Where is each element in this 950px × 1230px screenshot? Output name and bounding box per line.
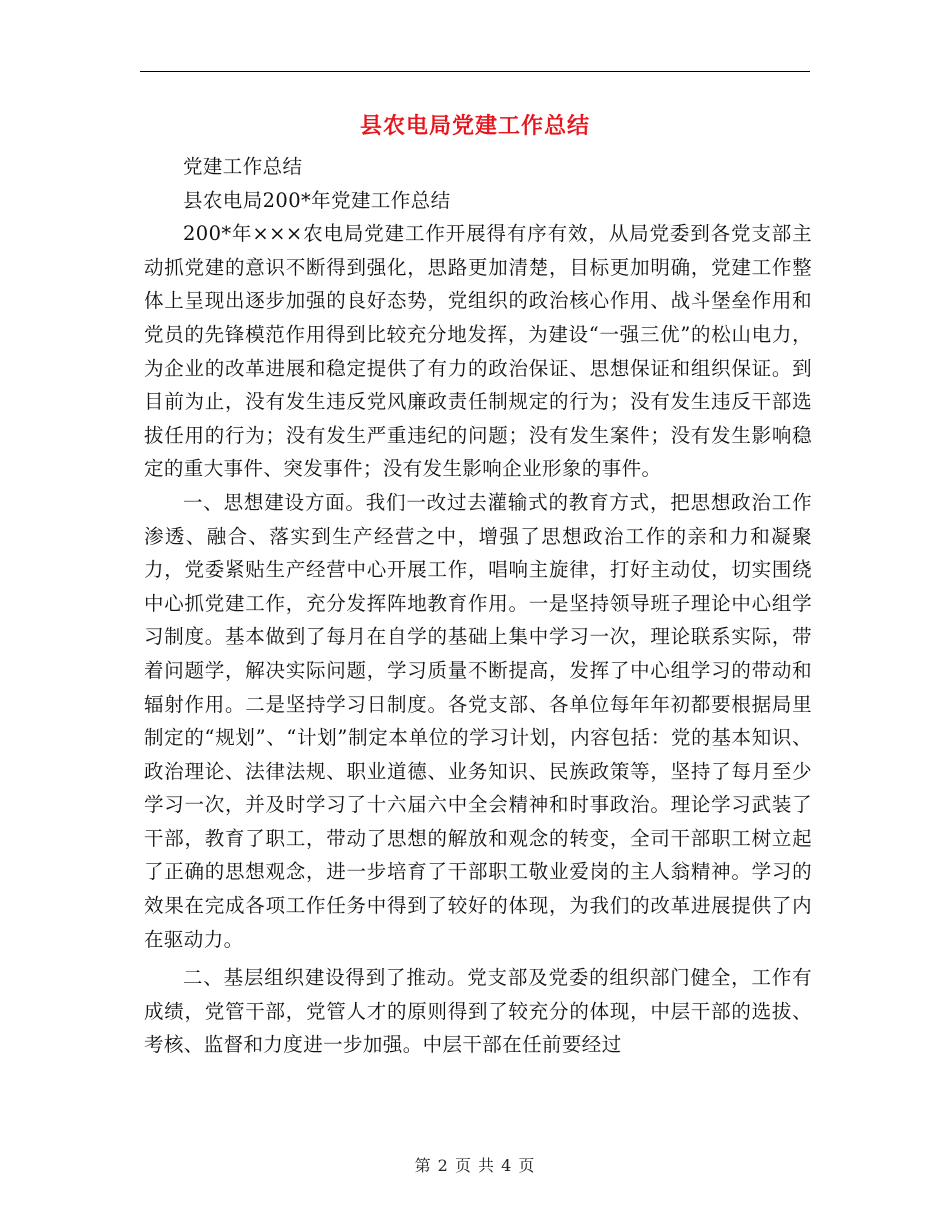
paragraph-heading: 县农电局200*年党建工作总结 [183, 188, 451, 212]
paragraph-section-one: 一、思想建设方面。我们一改过去灌输式的教育方式，把思想政治工作渗透、融合、落实到生产经营之中，增强了思想政治工作的亲和力和凝聚力，党委紧贴生产经营中心开展工作，唱响主旋律，打好主动仗，切实围绕中心抓党建工作，充分发挥阵地教育作用。一是坚持领导班子理论中心组学习制度。基本做到了每月在自学的基础上集中学习一次，理论联系实际，带着问题学，解决实际问题，学习质量不断提高，发挥了中心组学习的带动和辐射作用。二是坚持学习日制度。各党支部、各单位每年年初都要根据局里制定的“规划”、“计划”制定本单位的学习计划，内容包括：党的基本知识、政治理论、法律法规、职业道德、业务知识、民族政策等，坚持了每月至少学习一次，并及时学习了十六届六中全会精神和时事政治。理论学习武装了干部，教育了职工，带动了思想的解放和观念的转变，全司干部职工树立起了正确的思想观念，进一步培育了干部职工敬业爱岗的主人翁精神。学习的效果在完成各项工作任务中得到了较好的体现，为我们的改革进展提供了内在驱动力。 [144, 490, 812, 951]
paragraph-subtitle: 党建工作总结 [183, 155, 303, 178]
document-body [144, 150, 812, 1062]
paragraph-section-two: 二、基层组织建设得到了推动。党支部及党委的组织部门健全，工作有成绩，党管干部，党管人才的原则得到了较充分的体现，中层干部的选拔、考核、监督和力度进一步加强。中层干部在任前要经过 [144, 966, 812, 1057]
page-number: 第 2 页 共 4 页 [414, 1156, 536, 1175]
document-title: 县农电局党建工作总结 [359, 113, 590, 139]
paragraph-intro: 200*年×××农电局党建工作开展得有序有效，从局党委到各党支部主动抓党建的意识不断得到强化，思路更加清楚，目标更加明确，党建工作整体上呈现出逐步加强的良好态势，党组织的政治核心作用、战斗堡垒作用和党员的先锋模范作用得到比较充分地发挥，为建设“一强三优”的松山电力，为企业的改革进展和稳定提供了有力的政治保证、思想保证和组织保证。到目前为止，没有发生违反党风廉政责任制规定的行为；没有发生违反干部选拔任用的行为；没有发生严重违纪的问题；没有发生案件；没有发生影响稳定的重大事件、突发事件；没有发生影响企业形象的事件。 [144, 222, 812, 481]
header-rule [140, 71, 810, 72]
